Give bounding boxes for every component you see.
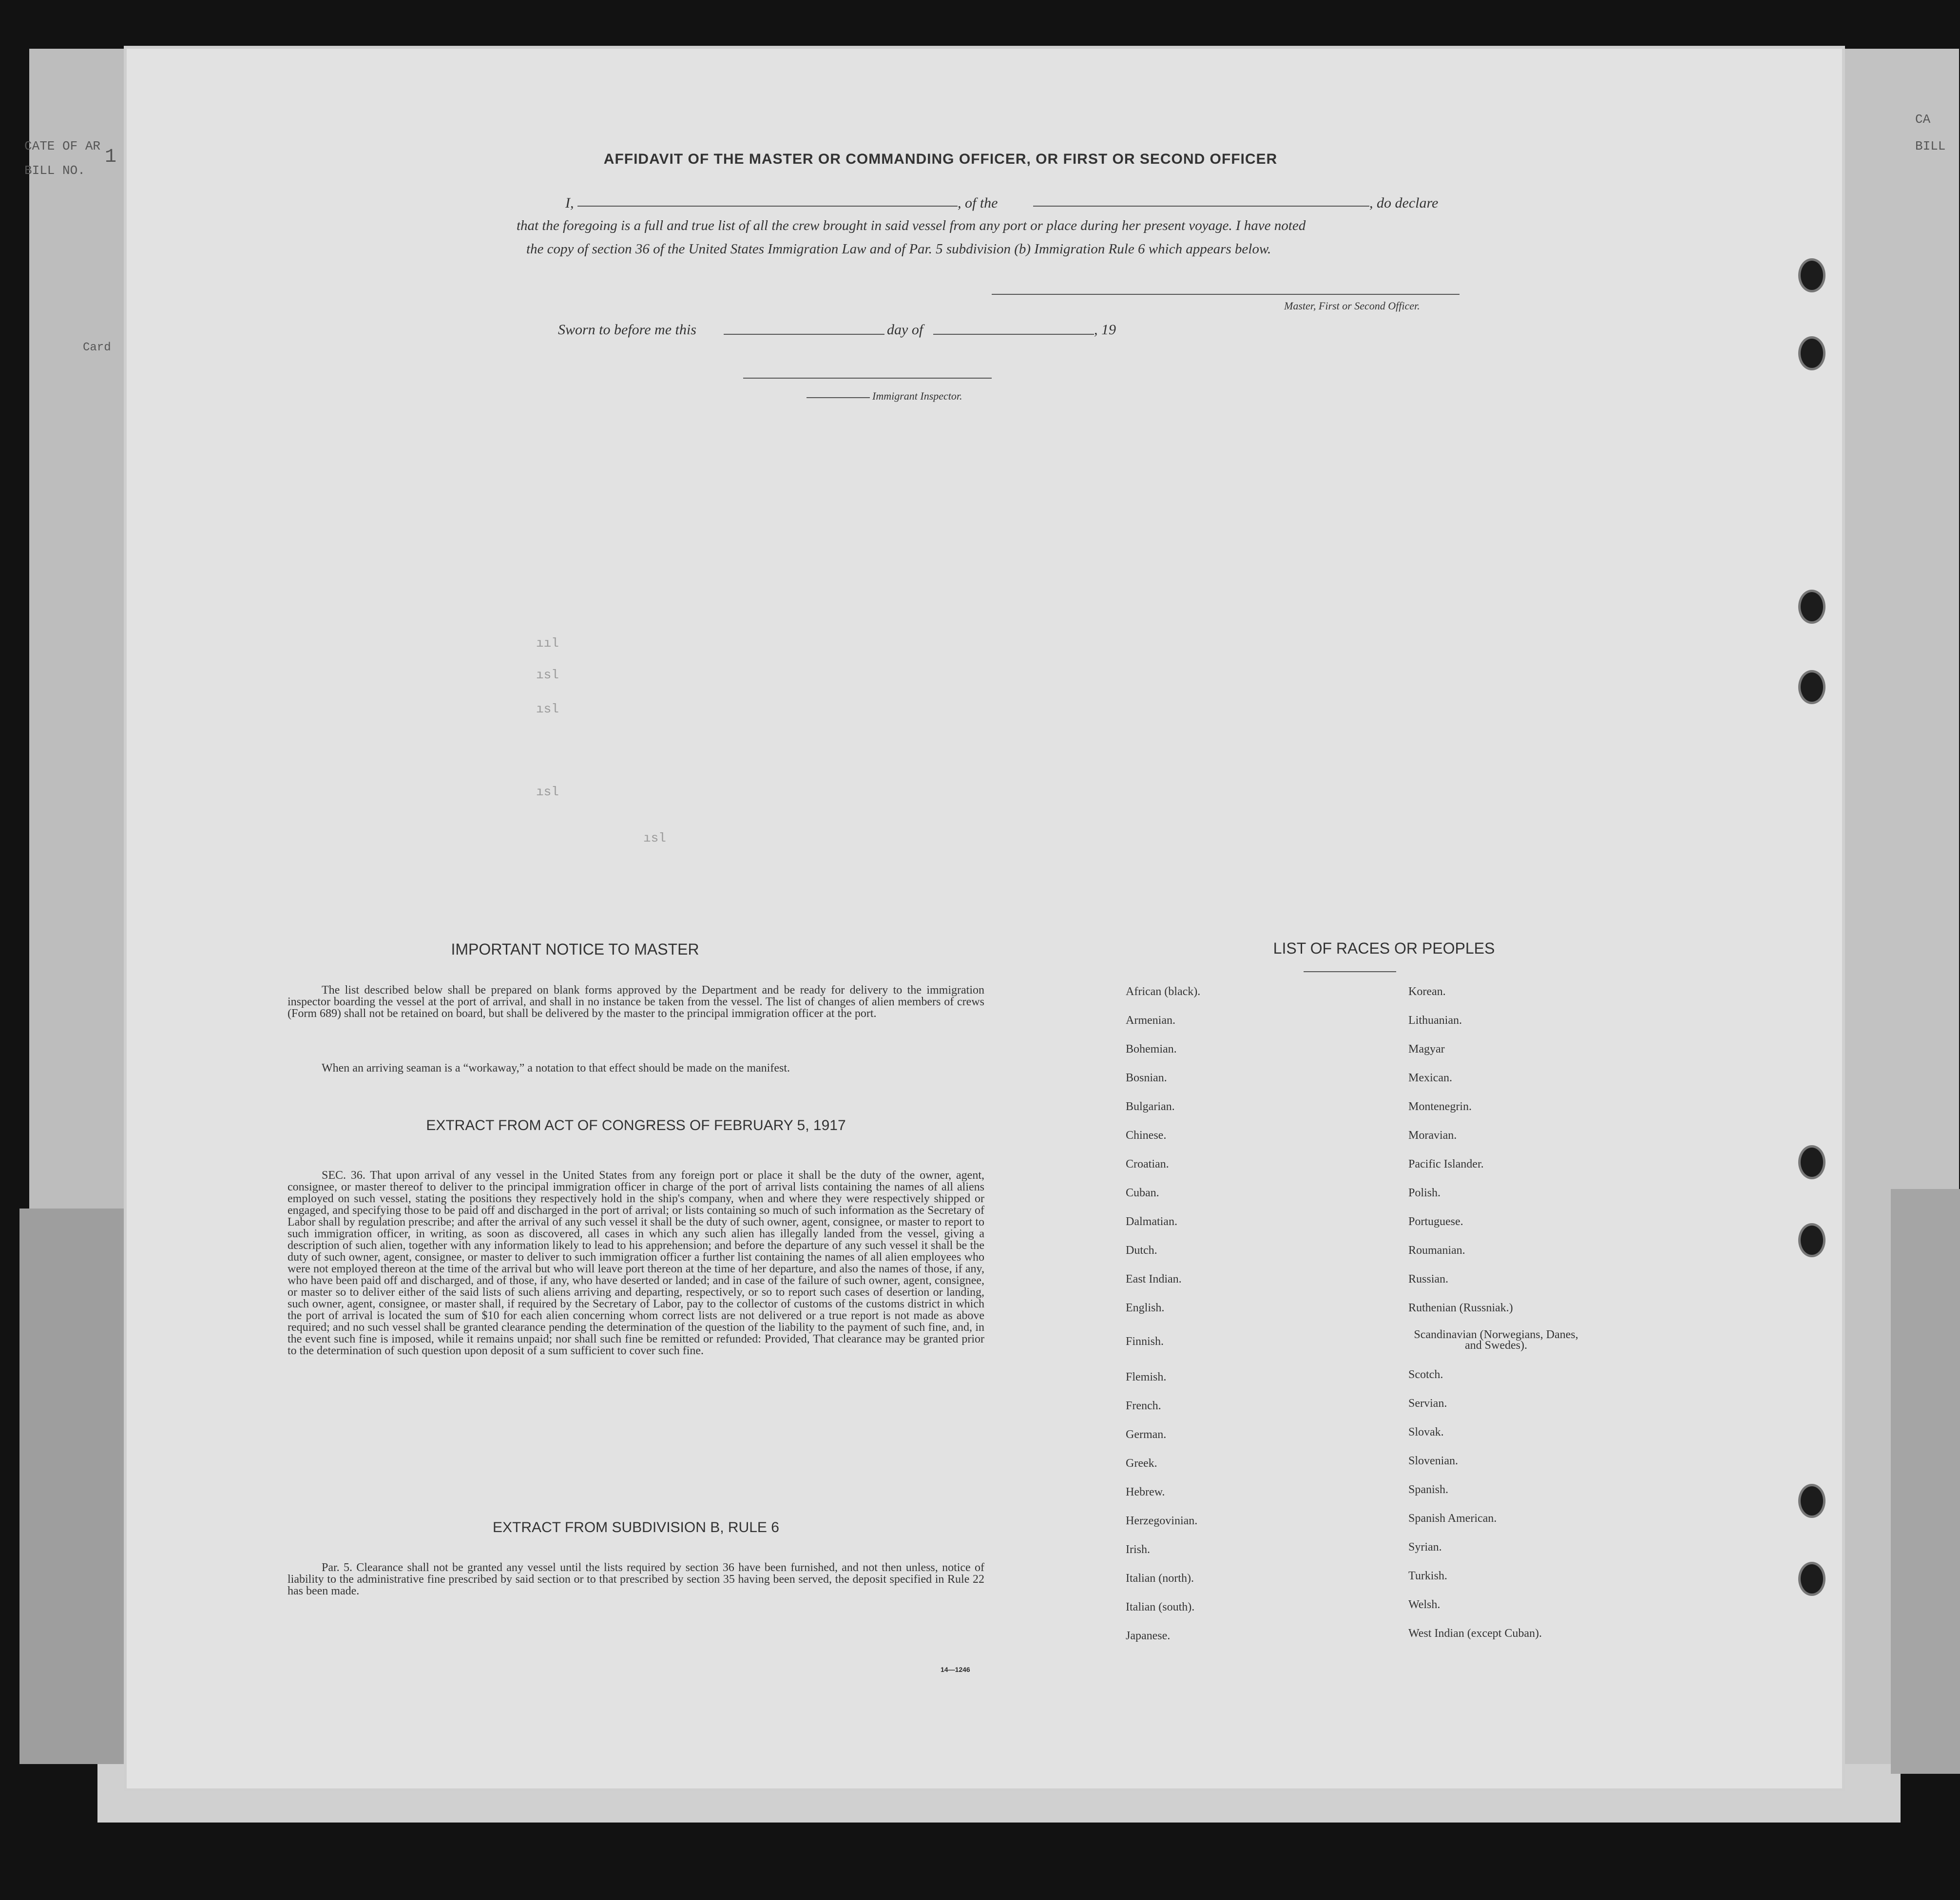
bleed-through-mark: ısl	[536, 702, 559, 716]
margin-left-text-3: 1	[105, 146, 117, 168]
race-item: Chinese.	[1126, 1129, 1167, 1142]
punch-hole-icon	[1798, 590, 1825, 624]
margin-left-text-1: CATE OF AR	[24, 139, 101, 154]
margin-left-text-2: BILL NO.	[24, 163, 85, 178]
race-item: Pacific Islander.	[1408, 1158, 1484, 1171]
race-item: Turkish.	[1408, 1570, 1447, 1582]
race-item: Hebrew.	[1126, 1486, 1165, 1498]
inspector-signature-line	[743, 378, 992, 379]
form-number: 14—1246	[941, 1666, 970, 1673]
race-item: French.	[1126, 1400, 1161, 1412]
margin-right-text-2: BILL	[1915, 139, 1946, 154]
race-item: Italian (north).	[1126, 1572, 1194, 1585]
race-item: Servian.	[1408, 1397, 1447, 1410]
race-item: Roumanian.	[1408, 1244, 1465, 1257]
race-item: Bosnian.	[1126, 1072, 1167, 1084]
race-item: Portuguese.	[1408, 1215, 1463, 1228]
affidavit-title: AFFIDAVIT OF THE MASTER OR COMMANDING OFFICER, OR FIRST OR SECOND OFFICER	[603, 151, 1278, 167]
race-item: Finnish.	[1126, 1335, 1164, 1348]
race-item: Dutch.	[1126, 1244, 1157, 1257]
race-item: Lithuanian.	[1408, 1014, 1462, 1027]
race-item: Syrian.	[1408, 1541, 1442, 1554]
folder-tab-right	[1891, 1189, 1960, 1774]
punch-hole-icon	[1798, 1223, 1825, 1257]
race-item: Italian (south).	[1126, 1601, 1195, 1613]
race-item: Russian.	[1408, 1273, 1449, 1286]
punch-hole-icon	[1798, 670, 1825, 704]
race-item: Bulgarian.	[1126, 1100, 1175, 1113]
affidavit-declare: , do declare	[1369, 195, 1439, 211]
race-item: Ruthenian (Russniak.)	[1408, 1302, 1513, 1314]
bleed-through-mark: ısl	[643, 831, 666, 845]
race-item: Slovenian.	[1408, 1455, 1458, 1467]
race-item: Slovak.	[1408, 1426, 1444, 1439]
race-item: Moravian.	[1408, 1129, 1457, 1142]
race-item: Greek.	[1126, 1457, 1157, 1470]
sworn-text: Sworn to before me this	[558, 322, 696, 338]
races-title-underline	[1304, 971, 1396, 972]
margin-right-text-1: CA	[1915, 112, 1931, 127]
race-item: Scandinavian (Norwegians, Danes, and Swedes).	[1414, 1328, 1578, 1352]
affidavit-i: I,	[565, 195, 574, 211]
race-item: Herzegovinian.	[1126, 1515, 1198, 1527]
sworn-day-of: day of	[887, 322, 923, 338]
punch-hole-icon	[1798, 336, 1825, 370]
affidavit-of-the: , of the	[958, 195, 998, 211]
race-item: African (black).	[1126, 985, 1201, 998]
punch-hole-icon	[1798, 1562, 1825, 1596]
notice-paragraph-2: When an arriving seaman is a “workaway,” a notation to that effect should be made on the manifest.	[322, 1062, 790, 1075]
race-item: Japanese.	[1126, 1630, 1171, 1642]
race-item: Korean.	[1408, 985, 1446, 998]
race-item: Armenian.	[1126, 1014, 1175, 1027]
race-item: Cuban.	[1126, 1187, 1159, 1199]
race-item: Croatian.	[1126, 1158, 1169, 1171]
margin-left-card-text: Card	[83, 341, 111, 354]
sworn-month-line	[933, 334, 1094, 335]
race-item: Irish.	[1126, 1543, 1150, 1556]
race-item: German.	[1126, 1428, 1167, 1441]
sworn-year: , 19	[1094, 322, 1116, 338]
affidavit-line-3: the copy of section 36 of the United States Immigration Law and of Par. 5 subdivision (b) Immigration Rule 6 which appears below.	[526, 241, 1271, 257]
bleed-through-mark: ııl	[536, 636, 559, 651]
officer-signature-line	[992, 294, 1460, 295]
race-item: West Indian (except Cuban).	[1408, 1627, 1542, 1640]
master-name-line	[577, 206, 958, 207]
race-item: Mexican.	[1408, 1072, 1452, 1084]
race-item: Dalmatian.	[1126, 1215, 1177, 1228]
punch-hole-icon	[1798, 1484, 1825, 1518]
bleed-through-mark: ısl	[536, 785, 559, 799]
race-item: Welsh.	[1408, 1598, 1441, 1611]
affidavit-line-2: that the foregoing is a full and true list of all the crew brought in said vessel from any port or place during her present voyage. I have noted	[517, 218, 1306, 233]
races-title: LIST OF RACES OR PEOPLES	[1273, 940, 1495, 957]
punch-hole-icon	[1798, 258, 1825, 292]
officer-signature-label: Master, First or Second Officer.	[1284, 300, 1420, 312]
race-item: Bohemian.	[1126, 1043, 1177, 1056]
race-item: Spanish.	[1408, 1483, 1449, 1496]
race-item: Scotch.	[1408, 1368, 1443, 1381]
race-item: Spanish American.	[1408, 1512, 1497, 1525]
race-item: Magyar	[1408, 1043, 1445, 1056]
inspector-short-line	[807, 397, 870, 398]
extract-rule-title: EXTRACT FROM SUBDIVISION B, RULE 6	[493, 1519, 779, 1535]
race-item: Flemish.	[1126, 1371, 1167, 1383]
race-item: Polish.	[1408, 1187, 1441, 1199]
extract-act-title: EXTRACT FROM ACT OF CONGRESS OF FEBRUARY 5, 1917	[426, 1117, 846, 1133]
bleed-through-mark: ısl	[536, 668, 559, 682]
notice-paragraph-1: The list described below shall be prepared on blank forms approved by the Department and be ready for delivery to the immigration inspector boarding the vessel at the port of arrival, and shall in no instance be taken from the vessel. The list of changes of alien members of crews (Form 689) shall not be retained on board, but shall be delivered by the master to the principal immigration officer at the port.	[288, 984, 984, 1020]
inspector-label: Immigrant Inspector.	[872, 390, 962, 402]
notice-title: IMPORTANT NOTICE TO MASTER	[451, 940, 699, 958]
sworn-date-line	[724, 334, 884, 335]
punch-hole-icon	[1798, 1145, 1825, 1179]
folder-tab-left	[19, 1209, 127, 1764]
race-item: Montenegrin.	[1408, 1100, 1472, 1113]
race-item: East Indian.	[1126, 1273, 1182, 1286]
extract-act-body: SEC. 36. That upon arrival of any vessel in the United States from any foreign port or place it shall be the duty of the owner, agent, consignee, or master thereof to deliver to the principal immigration officer in charge of the port of arrival lists containing the names of all aliens employed on such vessel, stating the positions they respectively hold in the ship's company, when and where they were respectively shipped or engaged, and specifying those to be paid off and discharged in the port of arrival; or lists containing so much of such information as the Secretary of Labor shall by regulation prescribe; and after the arrival of any such vessel it shall be the duty of such owner, agent, consignee, or master to report to such immigration officer, in writing, as soon as discovered, all cases in which any such alien has illegally landed from the vessel, giving a description of such alien, together with any information likely to lead to his apprehension; and before the departure of any such vessel it shall be the duty of such owner, agent, consignee, or master to deliver to such immigration officer a further list containing the names of all alien employees who were not employed thereon at the time of the arrival but who will leave port thereon at the time of her departure, and also the names of those, if any, who have been paid off and discharged, and of those, if any, who have deserted or landed; and in case of the failure of such owner, agent, consignee, or master so to deliver either of the said lists of such aliens arriving and departing, respectively, or so to report such cases of desertion or landing, such owner, agent, consignee, or master shall, if required by the Secretary of Labor, pay to the collector of customs of the customs district in which the port of arrival is located the sum of $10 for each alien concerning whom correct lists are not delivered or a true report is not made as above required; and no such vessel shall be granted clearance pending the determination of the question of the liability to the payment of such fine, and, in the event such fine is imposed, while it remains unpaid; nor shall such fine be remitted or refunded: Provided, That clearance may be granted prior to the determination of such question upon deposit of a sum sufficient to cover such fine.	[288, 1169, 984, 1357]
document-page	[127, 49, 1842, 1788]
extract-rule-body: Par. 5. Clearance shall not be granted any vessel until the lists required by section 36 have been furnished, and not then unless, notice of liability to the administrative fine prescribed by said section or to that prescribed by section 35 having been served, the deposit specified in Rule 22 has been made.	[288, 1561, 984, 1597]
race-item: English.	[1126, 1302, 1165, 1314]
vessel-name-line	[1033, 206, 1369, 207]
